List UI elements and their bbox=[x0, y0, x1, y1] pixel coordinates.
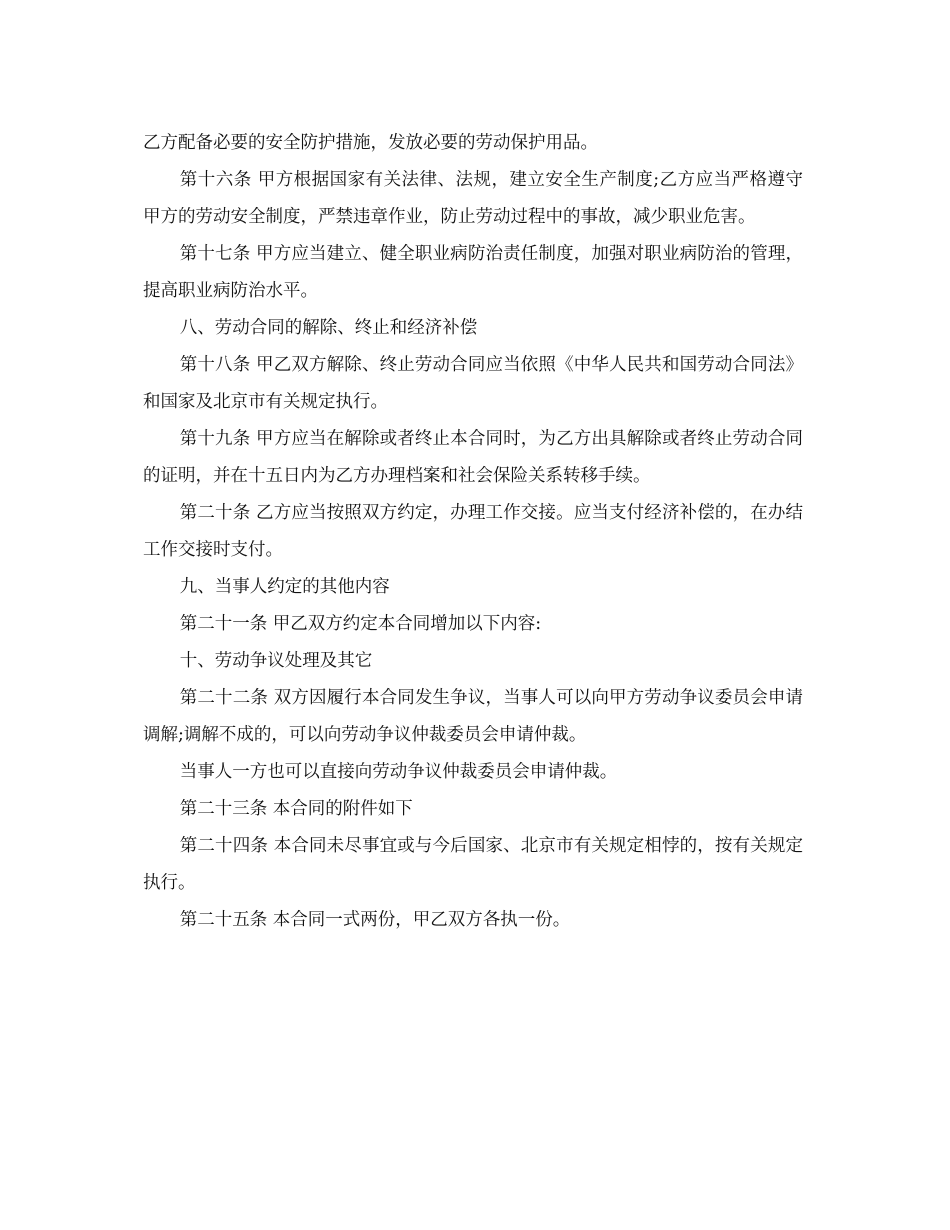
article-19: 第十九条 甲方应当在解除或者终止本合同时，为乙方出具解除或者终止劳动合同的证明，并在十五日内为乙方办理档案和社会保险关系转移手续。 bbox=[143, 429, 803, 486]
article-22: 第二十二条 双方因履行本合同发生争议，当事人可以向甲方劳动争议委员会申请调解;调解不成的，可以向劳动争议仲裁委员会申请仲裁。 bbox=[143, 688, 803, 745]
article-25: 第二十五条 本合同一式两份，甲乙双方各执一份。 bbox=[179, 910, 571, 930]
document-body bbox=[143, 125, 803, 939]
article-17: 第十七条 甲方应当建立、健全职业病防治责任制度，加强对职业病防治的管理，提高职业病防治水平。 bbox=[143, 244, 803, 301]
article-23: 第二十三条 本合同的附件如下 bbox=[179, 799, 413, 819]
article-21: 第二十一条 甲乙双方约定本合同增加以下内容: bbox=[179, 614, 542, 634]
article-22-continuation: 当事人一方也可以直接向劳动争议仲裁委员会申请仲裁。 bbox=[179, 762, 618, 782]
article-18: 第十八条 甲乙双方解除、终止劳动合同应当依照《中华人民共和国劳动合同法》和国家及北京市有关规定执行。 bbox=[143, 355, 803, 412]
article-20: 第二十条 乙方应当按照双方约定，办理工作交接。应当支付经济补偿的，在办结工作交接时支付。 bbox=[143, 503, 803, 560]
section-heading-8: 八、劳动合同的解除、终止和经济补偿 bbox=[179, 318, 478, 338]
article-24: 第二十四条 本合同未尽事宜或与今后国家、北京市有关规定相悖的，按有关规定执行。 bbox=[143, 836, 803, 893]
section-heading-10: 十、劳动争议处理及其它 bbox=[179, 651, 373, 671]
paragraph-continuation: 乙方配备必要的安全防护措施，发放必要的劳动保护用品。 bbox=[143, 133, 598, 153]
article-16: 第十六条 甲方根据国家有关法律、法规，建立安全生产制度;乙方应当严格遵守甲方的劳动安全制度，严禁违章作业，防止劳动过程中的事故，减少职业危害。 bbox=[143, 170, 803, 227]
section-heading-9: 九、当事人约定的其他内容 bbox=[179, 577, 390, 597]
